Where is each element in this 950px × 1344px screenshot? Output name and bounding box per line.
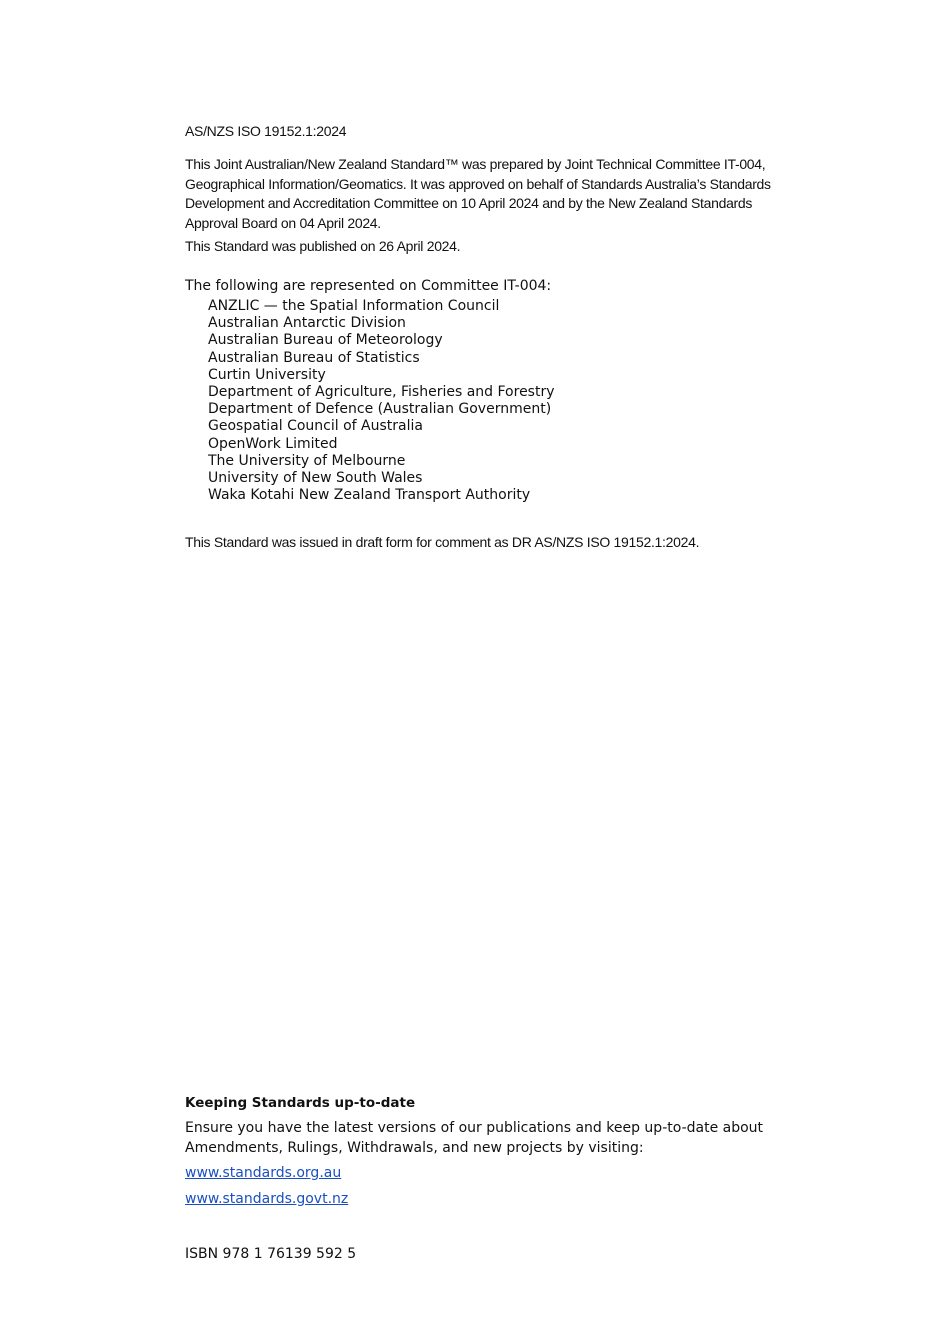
keeping-up-to-date-section bbox=[185, 1094, 775, 1215]
committee-intro: The following are represented on Committee IT-004: bbox=[185, 278, 552, 294]
committee-member: Department of Agriculture, Fisheries and Forestry bbox=[208, 384, 555, 401]
standards-nz-link[interactable]: www.standards.govt.nz bbox=[185, 1191, 349, 1207]
isbn: ISBN 978 1 76139 592 5 bbox=[185, 1246, 357, 1262]
committee-member: OpenWork Limited bbox=[208, 435, 338, 452]
draft-note: This Standard was issued in draft form for comment as DR AS/NZS ISO 19152.1:2024. bbox=[185, 534, 700, 550]
keeping-text: Ensure you have the latest versions of our publications and keep up-to-date about Amendments, Rulings, Withdrawals, and new projects by visiting: bbox=[185, 1120, 764, 1156]
committee-member: ANZLIC — the Spatial Information Council bbox=[208, 298, 500, 314]
committee-member: Waka Kotahi New Zealand Transport Authority bbox=[208, 487, 531, 504]
committee-member: The University of Melbourne bbox=[208, 452, 406, 469]
approval-paragraph: This Joint Australian/New Zealand Standard™ was prepared by Joint Technical Committee IT-004, Geographical Information/Geomatics. It was approved on behalf of Standards Australia’s Standards Development and Accreditation Committee on 10 April 2024 and by the New Zealand Standards Approval Board on 04 April 2024. bbox=[185, 156, 771, 231]
committee-member: University of New South Wales bbox=[208, 470, 423, 487]
committee-member-list bbox=[185, 298, 555, 504]
keeping-heading: Keeping Standards up-to-date bbox=[185, 1095, 416, 1111]
committee-member: Australian Bureau of Meteorology bbox=[208, 332, 443, 349]
committee-section bbox=[185, 278, 555, 504]
committee-member: Australian Antarctic Division bbox=[208, 315, 406, 332]
publication-date-note: This Standard was published on 26 April 2024. bbox=[185, 238, 461, 254]
committee-member: Geospatial Council of Australia bbox=[208, 418, 423, 435]
committee-member: Curtin University bbox=[208, 366, 326, 383]
committee-member: Department of Defence (Australian Government) bbox=[208, 401, 552, 418]
standards-australia-link[interactable]: www.standards.org.au bbox=[185, 1165, 342, 1181]
document-code: AS/NZS ISO 19152.1:2024 bbox=[185, 123, 347, 139]
committee-member: Australian Bureau of Statistics bbox=[208, 349, 420, 366]
